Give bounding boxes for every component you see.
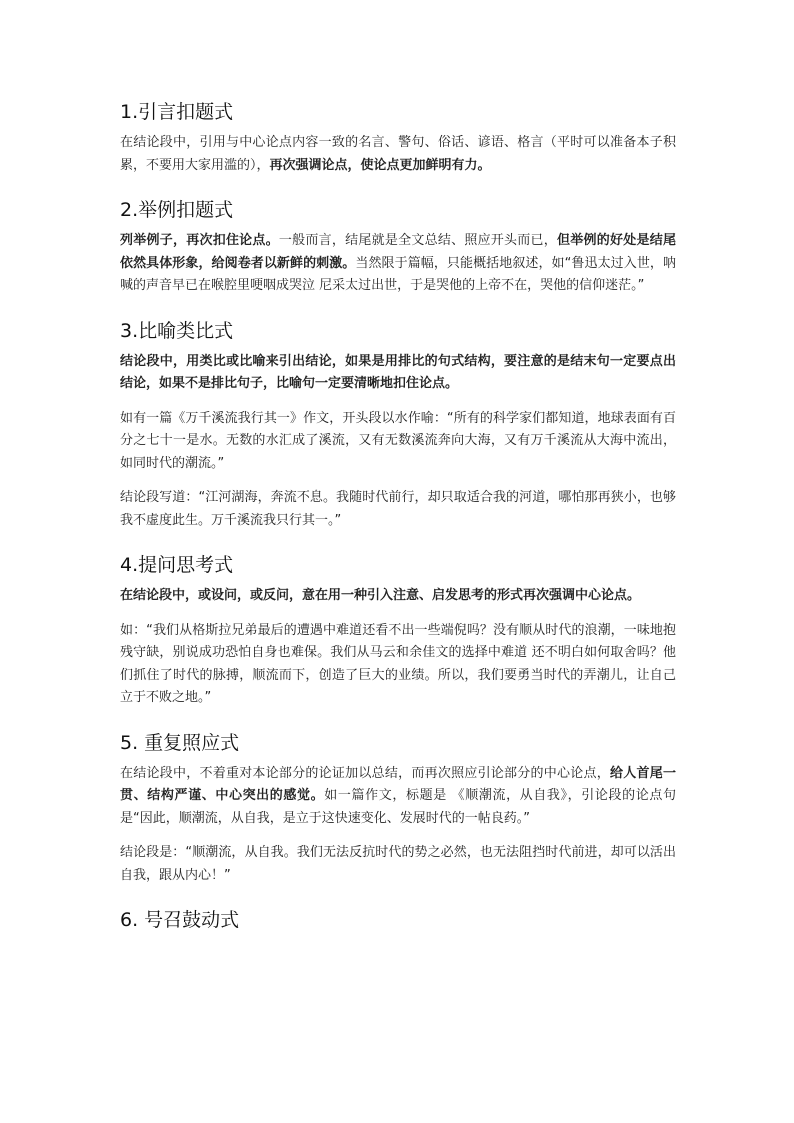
section-5-paragraph-2 bbox=[120, 842, 676, 887]
section-heading-6: 6. 号召鼓动式 bbox=[120, 909, 240, 931]
text-run: 如一篇作文，标题是 《顺潮流，从自我》，引论段的论点句是“因此，顺潮流，从自我，是立于这快速变化、发展时代的一帖良药。” bbox=[120, 788, 676, 826]
section-heading-5: 5. 重复照应式 bbox=[120, 731, 240, 754]
text-run: 一般而言，结尾就是全文总结、照应开头而已， bbox=[278, 233, 558, 248]
section-1-paragraph-1 bbox=[120, 132, 676, 177]
text-run: 结论段写道：“江河湖海，奔流不息。我随时代前行，却只取适合我的河道，哪怕那再狭小，也够我不虚度此生。万千溪流我只行其一。” bbox=[120, 490, 676, 528]
text-run: 当然限于篇幅，只能概括地叙述，如“鲁迅太过入世，呐喊的声音早已在喉腔里哽咽成哭泣 尼采太过出世，于是哭他的上帝不在，哭他的信仰迷茫。” bbox=[120, 255, 676, 293]
text-run: 在结论段中，引用与中心论点内容一致的名言、警句、俗话、谚语、格言（平时可以准备本子积累，不要用大家用滥的）， bbox=[120, 135, 676, 173]
section-2-paragraph-1 bbox=[120, 230, 676, 298]
emphasis-run: 在结论段中，或设问，或反问，意在用一种引入注意、启发思考的形式再次强调中心论点。 bbox=[120, 588, 641, 603]
section-3-paragraph-1 bbox=[120, 351, 676, 396]
section-4-paragraph-1 bbox=[120, 585, 676, 608]
section-5-paragraph-1 bbox=[120, 763, 676, 831]
emphasis-run: 给人首尾一贯、结构严谨、中心突出的感觉。 bbox=[120, 765, 676, 803]
section-3-paragraph-3 bbox=[120, 487, 676, 532]
emphasis-run: 结论段中，用类比或比喻来引出结论，如果是用排比的句式结构，要注意的是结末句一定要点出结论，如果不是排比句子，比喻句一定要清晰地扣住论点。 bbox=[120, 353, 676, 391]
emphasis-run: 再次强调论点，使论点更加鲜明有力。 bbox=[269, 157, 491, 173]
emphasis-run: 但举例的好处是结尾依然具体形象，给阅卷者以新鲜的刺激。 bbox=[120, 233, 676, 271]
section-heading-2: 2.举例扣题式 bbox=[120, 199, 234, 221]
text-run: 在结论段中，不着重对本论部分的论证加以总结，而再次照应引论部分的中心论点， bbox=[120, 765, 610, 781]
section-heading-4: 4.提问思考式 bbox=[120, 554, 234, 576]
section-3-paragraph-2 bbox=[120, 408, 676, 476]
section-heading-3: 3.比喻类比式 bbox=[120, 319, 234, 342]
text-run: 结论段是：“顺潮流，从自我。我们无法反抗时代的势之必然，也无法阻挡时代前进，却可以活出自我，跟从内心！” bbox=[120, 845, 676, 883]
text-run: 如有一篇《万千溪流我行其一》作文，开头段以水作喻：“所有的科学家们都知道，地球表面有百分之七十一是水。无数的水汇成了溪流，又有无数溪流奔向大海，又有万千溪流从大海中流出，如同时代的潮流。” bbox=[120, 410, 676, 471]
section-heading-1: 1.引言扣题式 bbox=[120, 101, 234, 123]
emphasis-run: 列举例子，再次扣住论点。 bbox=[120, 233, 279, 248]
text-run: 如：“我们从格斯拉兄弟最后的遭遇中难道还看不出一些端倪吗？没有顺从时代的浪潮，一味地抱残守缺，别说成功恐怕自身也难保。我们从马云和余佳文的选择中难道 还不明白如何取舍吗？他们抓住了时代的脉搏，顺流而下，创造了巨大的业绩。所以，我们要勇当时代的弄潮儿，让自己立于不败之地。” bbox=[120, 622, 676, 705]
section-4-paragraph-2 bbox=[120, 620, 676, 710]
